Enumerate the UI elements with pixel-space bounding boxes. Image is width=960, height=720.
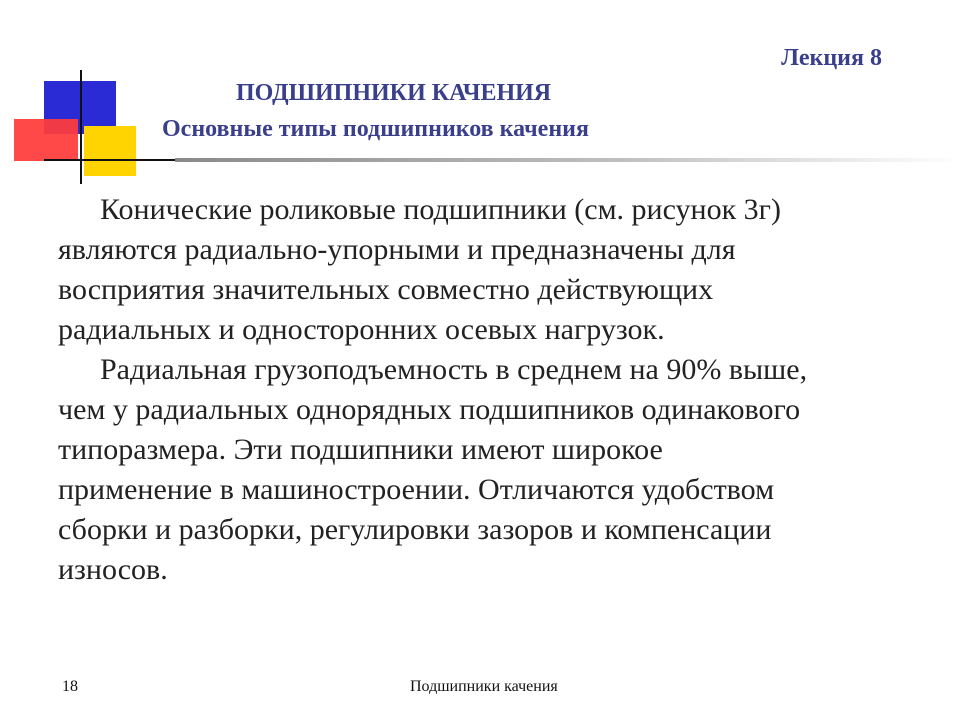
text-line: Конические роликовые подшипники (см. рисунок 3г): [100, 193, 781, 226]
slide-body: [58, 190, 938, 590]
header-rule: [175, 158, 960, 162]
slide-title: ПОДШИПНИКИ КАЧЕНИЯ: [236, 80, 552, 106]
vertical-line-decoration: [80, 70, 82, 184]
red-square-decoration: [14, 119, 78, 161]
text-line: чем у радиальных однорядных подшипников одинакового: [58, 393, 801, 426]
text-line: сборки и разборки, регулировки зазоров и компенсации: [58, 513, 772, 546]
paragraph-2: [58, 350, 938, 590]
text-line: восприятия значительных совместно действующих: [58, 273, 714, 306]
page-number: 18: [62, 678, 78, 695]
text-line: радиальных и односторонних осевых нагрузок.: [58, 313, 665, 346]
yellow-square-decoration: [84, 126, 136, 176]
slide-subtitle: Основные типы подшипников качения: [162, 116, 589, 142]
text-line: являются радиально-упорными и предназначены для: [58, 233, 736, 266]
text-line: применение в машиностроении. Отличаются удобством: [58, 473, 775, 506]
text-line: типоразмера. Эти подшипники имеют широкое: [58, 433, 663, 466]
paragraph-1: [58, 190, 938, 350]
text-line: Радиальная грузоподъемность в среднем на 90% выше,: [100, 353, 808, 386]
text-line: износов.: [58, 553, 168, 586]
footer-title: Подшипники качения: [410, 678, 558, 695]
horizontal-line-decoration: [44, 159, 184, 161]
lecture-label: Лекция 8: [781, 45, 882, 71]
